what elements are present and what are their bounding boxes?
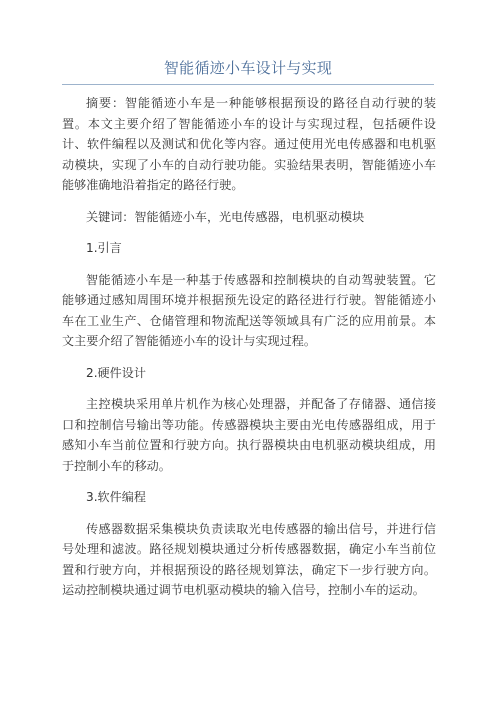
title-divider — [62, 84, 434, 85]
keywords-paragraph: 关键词：智能循迹小车，光电传感器，电机驱动模块 — [86, 209, 365, 224]
section-heading-introduction: 1.引言 — [86, 241, 122, 255]
section-heading-hardware: 2.硬件设计 — [86, 365, 146, 380]
document-body — [62, 93, 436, 612]
section-body-hardware: 主控模块采用单片机作为核心处理器，并配备了存储器、通信接口和控制信号输出等功能。传感器模块主要由光电传感器组成，用于感知小车当前位置和行驶方向。执行器模块由电机驱动模块组成，用于控制小车的移动。 — [62, 397, 436, 473]
section-body-software: 传感器数据采集模块负责读取光电传感器的输出信号，并进行信号处理和滤波。路径规划模块通过分析传感器数据，确定小车当前位置和行驶方向，并根据预设的路径规划算法，确定下一步行驶方向。运动控制模块通过调节电机驱动模块的输入信号，控制小车的运动。 — [62, 521, 436, 597]
section-heading-software: 3.软件编程 — [86, 490, 146, 504]
abstract-paragraph: 摘要：智能循迹小车是一种能够根据预设的路径自动行驶的装置。本文主要介绍了智能循迹小车的设计与实现过程，包括硬件设计、软件编程以及测试和优化等内容。通过使用光电传感器和电机驱动模块，实现了小车的自动行驶功能。实验结果表明，智能循迹小车能够准确地沿着指定的路径行驶。 — [62, 96, 436, 192]
section-body-introduction: 智能循迹小车是一种基于传感器和控制模块的自动驾驶装置。它能够通过感知周围环境并根据预先设定的路径进行行驶。智能循迹小车在工业生产、仓储管理和物流配送等领域具有广泛的应用前景。本文主要介绍了智能循迹小车的设计与实现过程。 — [62, 272, 436, 348]
document-title: 智能循迹小车设计与实现 — [163, 59, 333, 77]
